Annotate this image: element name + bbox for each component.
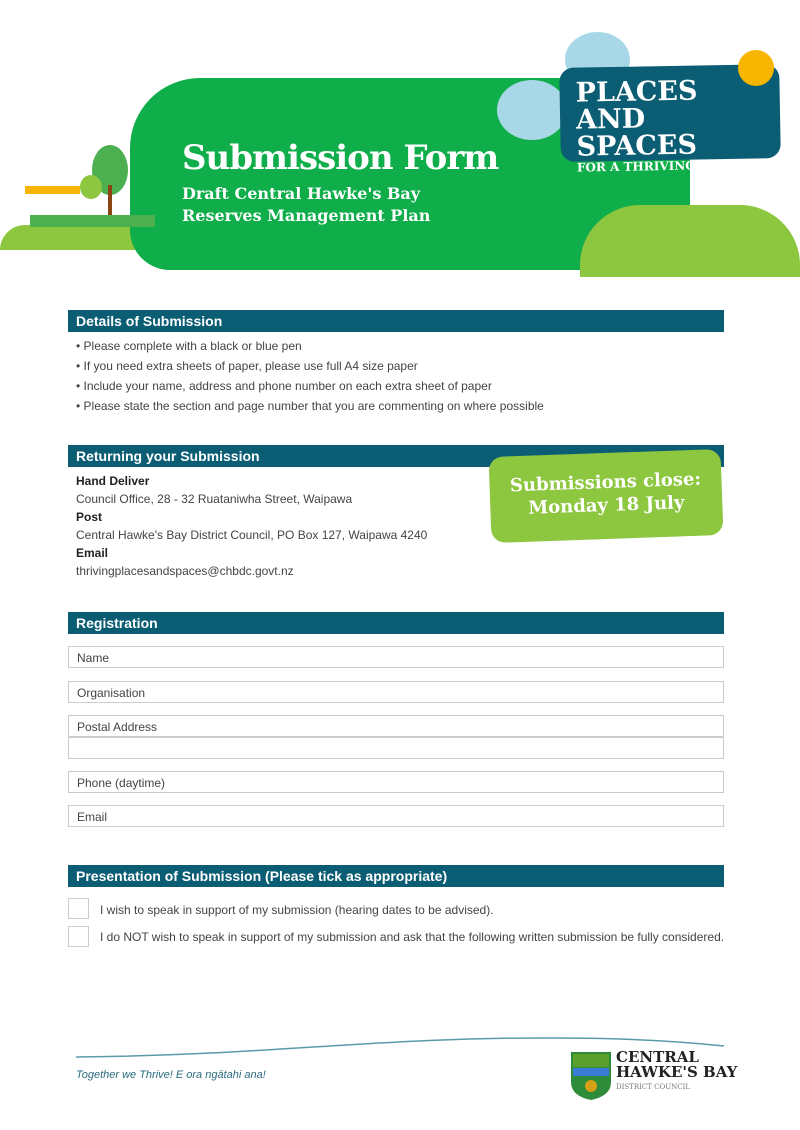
subtitle-line: Draft Central Hawke's Bay (182, 184, 421, 203)
logo-line: AND SPACES (575, 103, 698, 163)
cloud-icon (497, 80, 567, 140)
hand-deliver-address: Council Office, 28 - 32 Ruataniwha Street, Waipawa (76, 492, 353, 506)
section-heading-returning: Returning your Submission (68, 445, 724, 467)
postal-address-field[interactable]: Postal Address (68, 715, 724, 737)
council-name: CENTRAL (616, 1048, 699, 1066)
bench-icon (25, 186, 80, 194)
section-heading-presentation: Presentation of Submission (Please tick as appropriate) (68, 865, 724, 887)
subtitle-line: Reserves Management Plan (182, 206, 431, 225)
hand-deliver-label: Hand Deliver (76, 474, 150, 488)
council-crest-icon (571, 1052, 611, 1100)
list-item: • Please state the section and page number that you are commenting on where possible (76, 396, 544, 416)
logo-line: FOR A THRIVING FUTURE (576, 157, 758, 175)
close-date: Monday 18 July (527, 492, 685, 519)
email-field[interactable]: Email (68, 805, 724, 827)
sun-icon (738, 50, 774, 86)
postal-address-line2-field[interactable] (68, 737, 724, 759)
phone-field[interactable]: Phone (daytime) (68, 771, 724, 793)
speak-checkbox[interactable] (68, 898, 89, 919)
section-heading-details: Details of Submission (68, 310, 724, 332)
footer-tagline: Together we Thrive! E ora ngātahi ana! (76, 1069, 266, 1081)
name-field[interactable]: Name (68, 646, 724, 668)
close-line: Submissions close: (509, 468, 702, 497)
hill-left (0, 225, 140, 250)
council-subtitle: DISTRICT COUNCIL (616, 1083, 691, 1091)
submissions-close-badge (489, 449, 724, 543)
list-item: • Include your name, address and phone number on each extra sheet of paper (76, 376, 544, 396)
email-address[interactable]: thrivingplacesandspaces@chbdc.govt.nz (76, 564, 294, 578)
list-item: • Please complete with a black or blue pen (76, 336, 544, 356)
post-label: Post (76, 510, 103, 524)
email-label: Email (76, 546, 109, 560)
bush-right (580, 205, 800, 277)
page-subtitle (182, 183, 430, 227)
details-list (76, 336, 544, 416)
council-logo-text (616, 1050, 737, 1095)
organisation-field[interactable]: Organisation (68, 681, 724, 703)
page-title: Submission Form (182, 138, 499, 178)
logo-line: PLACES (575, 75, 698, 109)
return-methods (76, 472, 427, 580)
section-heading-registration: Registration (68, 612, 724, 634)
tree-illustration (80, 145, 130, 225)
post-address: Central Hawke's Bay District Council, PO Box 127, Waipawa 4240 (76, 528, 428, 542)
list-item: • If you need extra sheets of paper, please use full A4 size paper (76, 356, 544, 376)
not-speak-option-label: I do NOT wish to speak in support of my submission and ask that the following written submission be fully considered. (100, 930, 725, 944)
not-speak-checkbox[interactable] (68, 926, 89, 947)
council-name: HAWKE'S BAY (616, 1063, 738, 1081)
speak-option-label: I wish to speak in support of my submission (hearing dates to be advised). (100, 903, 494, 917)
grass (30, 215, 155, 227)
